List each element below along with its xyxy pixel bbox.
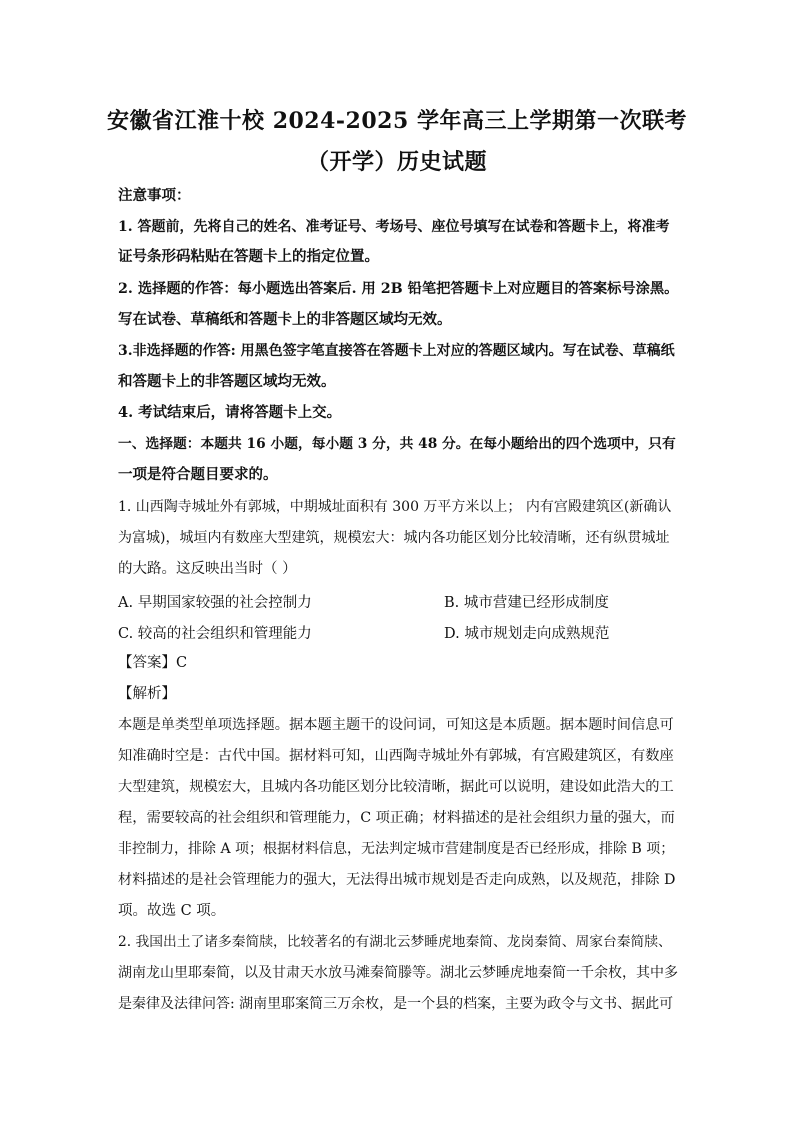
question-2-stem: 湖南龙山里耶秦简，以及甘肃天水放马滩秦简滕等。湖北云梦睡虎地秦简一千余枚，其中多 (118, 965, 678, 981)
notice-line: 2. 选择题的作答：每小题选出答案后. 用 2B 铅笔把答题卡上对应题目的答案标号涂黑。 (118, 281, 679, 297)
analysis-line: 非控制力，排除 A 项；根据材料信息，无法判定城市营建制度是否已经形成，排除 B 项； (118, 841, 675, 857)
question-1-stem: 的大路。这反映出当时（ ） (118, 561, 297, 577)
analysis-label: 【解析】 (118, 686, 176, 702)
section-heading: 一项是符合题目要求的。 (118, 466, 278, 483)
analysis-line: 项。故选 C 项。 (118, 903, 226, 919)
analysis-line: 材料描述的是社会管理能力的强大，无法得出城市规划是否走向成熟，以及规范，排除 D (118, 872, 676, 888)
document-title-line2: （开学）历史试题 (306, 149, 487, 175)
analysis-line: 知准确时空是：古代中国。据材料可知，山西陶寺城址外有郭城，有宫殿建筑区，有数座 (118, 748, 674, 764)
analysis-line: 本题是单类型单项选择题。据本题主题干的设问词，可知这是本质题。据本题时间信息可 (118, 717, 674, 733)
notice-line: 写在试卷、草稿纸和答题卡上的非答题区域均无效。 (118, 311, 452, 328)
notice-line: 4. 考试结束后，请将答题卡上交。 (118, 404, 342, 421)
question-1-stem: 为富城)，城垣内有数座大型建筑，规模宏大：城内各功能区划分比较清晰，还有纵贯城址 (118, 530, 670, 546)
option-d: D. 城市规划走向成熟规范 (444, 626, 610, 642)
analysis-line: 大型建筑，规模宏大，且城内各功能区划分比较清晰，据此可以说明，建设如此浩大的工 (118, 779, 674, 795)
document-title-line1: 安徽省江淮十校 2024-2025 学年高三上学期第一次联考 (107, 108, 687, 134)
notice-line: 1. 答题前，先将自己的姓名、准考证号、考场号、座位号填写在试卷和答题卡上，将准考 (118, 219, 670, 235)
question-2-stem: 是秦律及法律问答: 湖南里耶案简三万余枚，是一个县的档案，主要为政令与文书、据此可 (118, 996, 674, 1012)
answer-label: 【答案】C (118, 655, 188, 671)
option-c: C. 较高的社会组织和管理能力 (118, 626, 312, 642)
notice-heading: 注意事项： (118, 187, 191, 204)
notice-line: 3.非选择题的作答: 用黑色签字笔直接答在答题卡上对应的答题区域内。写在试卷、草稿纸 (118, 343, 675, 359)
option-a: A. 早期国家较强的社会控制力 (118, 595, 312, 611)
analysis-line: 程，需要较高的社会组织和管理能力，C 项正确；材料描述的是社会组织力量的强大，而 (118, 810, 675, 826)
option-b: B. 城市营建已经形成制度 (444, 595, 609, 611)
notice-line: 证号条形码粘贴在答题卡上的指定位置。 (118, 248, 379, 265)
question-1-stem: 1. 山西陶寺城址外有郭城，中期城址面积有 300 万平方米以上； 内有宫殿建筑区(新确认 (118, 499, 672, 515)
question-2-stem: 2. 我国出土了诸多秦简牍，比较著名的有湖北云梦睡虎地秦简、龙岗秦简、周家台秦简牍、 (118, 934, 672, 950)
notice-line: 和答题卡上的非答题区域均无效。 (118, 373, 336, 390)
section-heading: 一、选择题：本题共 16 小题，每小题 3 分，共 48 分。在每小题给出的四个选项中，只有 (118, 436, 676, 452)
